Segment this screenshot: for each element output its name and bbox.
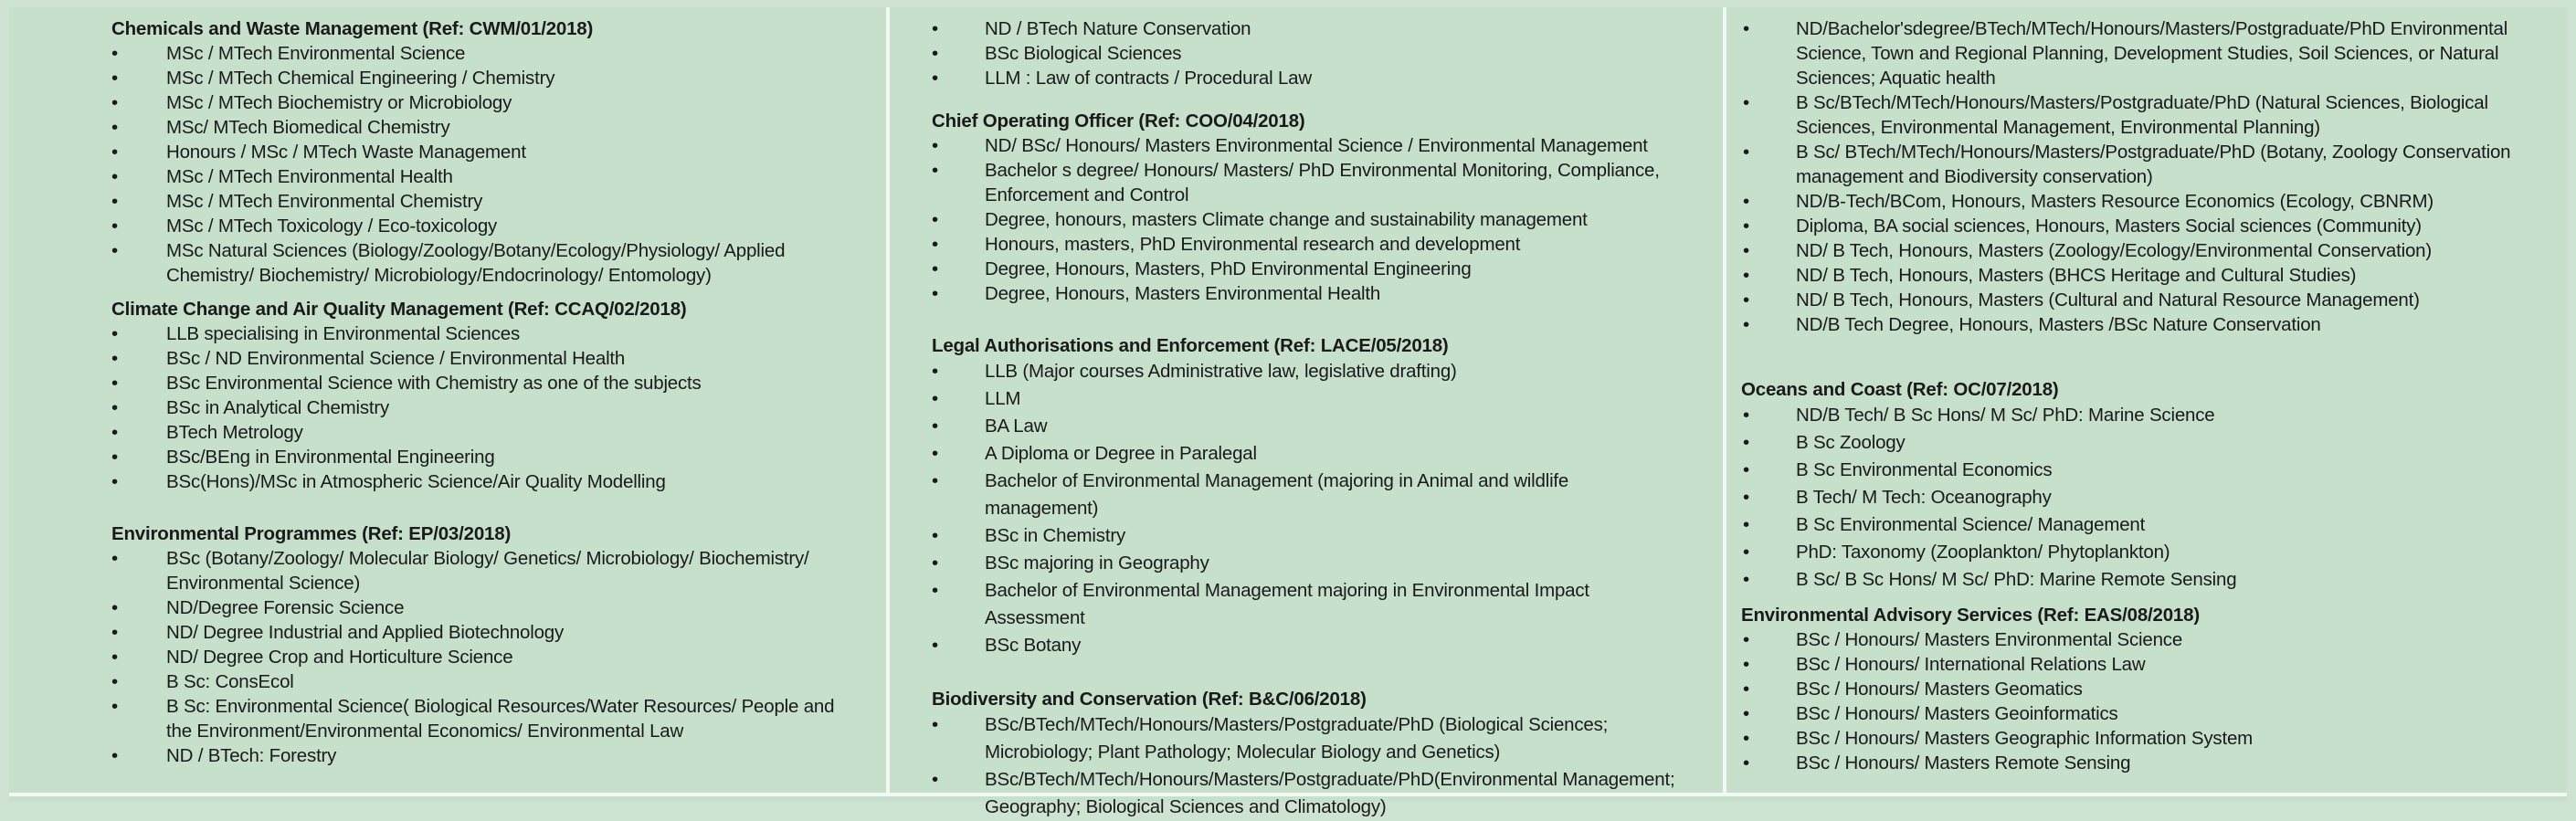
list-item: • ND/ B Tech, Honours, Masters (BHCS Heritage and Cultural Studies) bbox=[1730, 263, 2567, 288]
section-title: Oceans and Coast (Ref: OC/07/2018) bbox=[1741, 379, 2059, 400]
qualification-list bbox=[1730, 16, 2567, 337]
list-item: • BSc (Botany/Zoology/ Molecular Biology/ Genetics/ Microbiology/ Biochemistry/ Environmental Science) bbox=[9, 546, 886, 595]
list-item: • ND / BTech: Forestry bbox=[9, 743, 886, 768]
list-item: • MSc/ MTech Biomedical Chemistry bbox=[9, 115, 886, 140]
list-item: • ND/B Tech Degree, Honours, Masters /BSc Nature Conservation bbox=[1730, 312, 2567, 337]
list-item: • ND/B-Tech/BCom, Honours, Masters Resource Economics (Ecology, CBNRM) bbox=[1730, 189, 2567, 214]
list-item: • BSc/BEng in Environmental Engineering bbox=[9, 445, 886, 469]
list-item: • BA Law bbox=[893, 413, 1723, 440]
qualification-list bbox=[9, 546, 886, 768]
list-item: • MSc / MTech Environmental Chemistry bbox=[9, 189, 886, 214]
list-item: • A Diploma or Degree in Paralegal bbox=[893, 440, 1723, 468]
list-item: • BSc Botany bbox=[893, 632, 1723, 659]
list-item: • BSc/BTech/MTech/Honours/Masters/Postgraduate/PhD(Environmental Management; Geography; Biological Sciences and Climatology) bbox=[893, 766, 1723, 821]
list-item: • BSc/BTech/MTech/Honours/Masters/Postgraduate/PhD (Biological Sciences; Microbiology; Plant Pathology; Molecular Biology and Genetics) bbox=[893, 711, 1723, 766]
list-item: • Bachelor of Environmental Management (majoring in Animal and wildlife management) bbox=[893, 468, 1723, 522]
qualification-list bbox=[9, 321, 886, 494]
column-divider bbox=[886, 7, 890, 793]
list-item: • B Sc/ B Sc Hons/ M Sc/ PhD: Marine Remote Sensing bbox=[1730, 566, 2567, 594]
section-chief-operating-officer bbox=[893, 109, 1723, 306]
column-divider bbox=[1723, 7, 1726, 793]
list-item: • ND/ B Tech, Honours, Masters (Zoology/Ecology/Environmental Conservation) bbox=[1730, 238, 2567, 263]
list-item: • BSc / Honours/ Masters Geomatics bbox=[1730, 677, 2567, 701]
list-item: • B Sc Zoology bbox=[1730, 429, 2567, 457]
list-item: • ND/ B Tech, Honours, Masters (Cultural and Natural Resource Management) bbox=[1730, 288, 2567, 312]
list-item: • Degree, Honours, Masters, PhD Environmental Engineering bbox=[893, 257, 1723, 281]
list-item: • BSc / Honours/ Masters Geoinformatics bbox=[1730, 701, 2567, 726]
list-item: • MSc / MTech Toxicology / Eco-toxicology bbox=[9, 214, 886, 238]
section-climate-change bbox=[9, 297, 886, 494]
section-title: Environmental Programmes (Ref: EP/03/2018) bbox=[111, 523, 512, 544]
list-item: • B Sc Environmental Science/ Management bbox=[1730, 511, 2567, 539]
qualification-list bbox=[893, 711, 1723, 821]
list-item: • ND/Bachelor'sdegree/BTech/MTech/Honours/Masters/Postgraduate/PhD Environmental Science, Town and Regional Planning, Development Studies, Soil Sciences, or Natural Sciences; Aquatic health bbox=[1730, 16, 2567, 90]
list-item: • ND/B Tech/ B Sc Hons/ M Sc/ PhD: Marine Science bbox=[1730, 402, 2567, 429]
list-item: • B Sc/BTech/MTech/Honours/Masters/Postgraduate/PhD (Natural Sciences, Biological Sciences, Environmental Management, Environmental Planning) bbox=[1730, 90, 2567, 140]
list-item: • ND/ Degree Crop and Horticulture Science bbox=[9, 645, 886, 669]
list-item: • BSc in Analytical Chemistry bbox=[9, 395, 886, 420]
qualification-list bbox=[9, 41, 886, 288]
list-item: • BSc majoring in Geography bbox=[893, 550, 1723, 577]
list-item: • LLM bbox=[893, 385, 1723, 413]
list-item: • B Sc: ConsEcol bbox=[9, 669, 886, 694]
list-item: • ND / BTech Nature Conservation bbox=[893, 16, 1723, 41]
list-item: • LLM : Law of contracts / Procedural Law bbox=[893, 66, 1723, 90]
section-title: Environmental Advisory Services (Ref: EAS/08/2018) bbox=[1741, 605, 2200, 626]
section-title: Climate Change and Air Quality Management (Ref: CCAQ/02/2018) bbox=[111, 299, 687, 320]
section-title: Legal Authorisations and Enforcement (Ref: LACE/05/2018) bbox=[932, 335, 1449, 356]
section-chemicals-waste bbox=[9, 16, 886, 288]
section-environmental-programmes bbox=[9, 521, 886, 768]
list-item: • BSc / Honours/ Masters Geographic Information System bbox=[1730, 726, 2567, 751]
bottom-divider bbox=[9, 793, 2567, 796]
list-item: • LLB (Major courses Administrative law, legislative drafting) bbox=[893, 358, 1723, 385]
list-item: • BSc Environmental Science with Chemistry as one of the subjects bbox=[9, 371, 886, 395]
list-item: • Bachelor of Environmental Management majoring in Environmental Impact Assessment bbox=[893, 577, 1723, 632]
qualification-list bbox=[893, 133, 1723, 306]
list-item: • MSc / MTech Chemical Engineering / Chemistry bbox=[9, 66, 886, 90]
list-item: • BSc / Honours/ Masters Remote Sensing bbox=[1730, 751, 2567, 775]
column-right bbox=[1730, 7, 2567, 802]
list-item: • B Tech/ M Tech: Oceanography bbox=[1730, 484, 2567, 511]
list-item: • BSc Biological Sciences bbox=[893, 41, 1723, 66]
qualifications-panel bbox=[9, 7, 2567, 817]
list-item: • BSc / ND Environmental Science / Environmental Health bbox=[9, 346, 886, 371]
list-item: • ND/Degree Forensic Science bbox=[9, 595, 886, 620]
list-item: • BSc(Hons)/MSc in Atmospheric Science/Air Quality Modelling bbox=[9, 469, 886, 494]
list-item: • MSc Natural Sciences (Biology/Zoology/Botany/Ecology/Physiology/ Applied Chemistry/ Biochemistry/ Microbiology/Endocrinology/ Entomology) bbox=[9, 238, 886, 288]
list-item: • B Sc: Environmental Science( Biological Resources/Water Resources/ People and the Environment/Environmental Economics/ Environmental Law bbox=[9, 694, 886, 743]
qualification-list bbox=[1730, 627, 2567, 775]
list-item: • MSc / MTech Biochemistry or Microbiology bbox=[9, 90, 886, 115]
list-item: • BSc / Honours/ Masters Environmental Science bbox=[1730, 627, 2567, 652]
list-item: • B Sc/ BTech/MTech/Honours/Masters/Postgraduate/PhD (Botany, Zoology Conservation management and Biodiversity conservation) bbox=[1730, 140, 2567, 189]
list-item: • Degree, honours, masters Climate change and sustainability management bbox=[893, 207, 1723, 232]
section-continued-middle bbox=[893, 16, 1723, 90]
list-item: • ND/ Degree Industrial and Applied Biotechnology bbox=[9, 620, 886, 645]
qualification-list bbox=[893, 16, 1723, 90]
list-item: • LLB specialising in Environmental Sciences bbox=[9, 321, 886, 346]
section-title: Chemicals and Waste Management (Ref: CWM/01/2018) bbox=[111, 18, 594, 39]
list-item: • Honours, masters, PhD Environmental research and development bbox=[893, 232, 1723, 257]
section-continued-right bbox=[1730, 16, 2567, 337]
qualification-list bbox=[893, 358, 1723, 659]
section-biodiversity-conservation bbox=[893, 687, 1723, 821]
section-oceans-coast bbox=[1730, 377, 2567, 594]
list-item: • B Sc Environmental Economics bbox=[1730, 457, 2567, 484]
section-environmental-advisory bbox=[1730, 603, 2567, 775]
section-title: Chief Operating Officer (Ref: COO/04/2018) bbox=[932, 111, 1305, 132]
list-item: • Degree, Honours, Masters Environmental Health bbox=[893, 281, 1723, 306]
section-legal-authorisations bbox=[893, 333, 1723, 659]
list-item: • PhD: Taxonomy (Zooplankton/ Phytoplankton) bbox=[1730, 539, 2567, 566]
section-title: Biodiversity and Conservation (Ref: B&C/06/2018) bbox=[932, 689, 1367, 710]
list-item: • Bachelor s degree/ Honours/ Masters/ PhD Environmental Monitoring, Compliance, Enforcement and Control bbox=[893, 158, 1723, 207]
list-item: • BSc / Honours/ International Relations Law bbox=[1730, 652, 2567, 677]
list-item: • BTech Metrology bbox=[9, 420, 886, 445]
list-item: • Honours / MSc / MTech Waste Management bbox=[9, 140, 886, 164]
qualification-list bbox=[1730, 402, 2567, 594]
list-item: • ND/ BSc/ Honours/ Masters Environmental Science / Environmental Management bbox=[893, 133, 1723, 158]
list-item: • BSc in Chemistry bbox=[893, 522, 1723, 550]
list-item: • Diploma, BA social sciences, Honours, Masters Social sciences (Community) bbox=[1730, 214, 2567, 238]
column-left bbox=[9, 7, 886, 802]
list-item: • MSc / MTech Environmental Science bbox=[9, 41, 886, 66]
column-middle bbox=[893, 7, 1723, 817]
list-item: • MSc / MTech Environmental Health bbox=[9, 164, 886, 189]
